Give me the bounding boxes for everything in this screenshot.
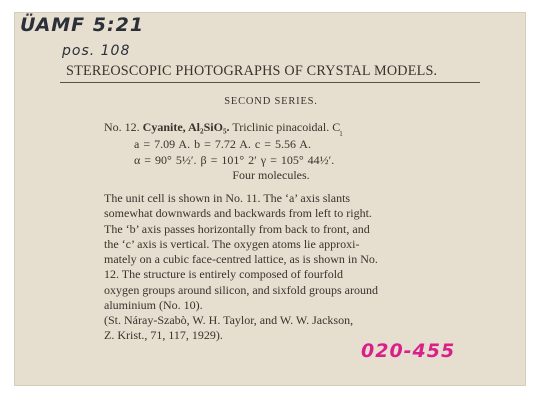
handwritten-catalog-id: ÜAMF 5:21 [20, 14, 145, 36]
reference-citation: (St. Náray-Szabò, W. H. Taylor, and W. W. Jackson, Z. Krist., 71, 117, 1929). [104, 313, 354, 343]
class-symbol-subscript: 1 [339, 130, 343, 138]
entry-heading [104, 120, 343, 138]
handwritten-position: pos. 108 [62, 43, 131, 59]
mineral-name: Cyanite, Al₂SiO₅. [142, 120, 230, 134]
series-label: SECOND SERIES. [224, 96, 318, 107]
card-title: STEREOSCOPIC PHOTOGRAPHS OF CRYSTAL MODELS. [66, 63, 438, 79]
description-paragraph: The unit cell is shown in No. 11. The ‘a’ axis slants somewhat downwards and backwards from left to right. The ‘b’ axis passes horizontally from back to front, and the ‘c’ axis is vertical. The oxygen atoms lie approxi- mately on a cubic face-centred lattice, as is shown in No. 12. The structure is entirely composed of fourfold oxygen groups around silicon, and sixfold groups around aluminium (No. 10). [104, 191, 378, 313]
crystal-system: Triclinic pinacoidal. [232, 120, 330, 134]
title-divider [60, 82, 480, 83]
molecule-count: Four molecules. [232, 168, 310, 182]
axis-lengths: a = 7.09 A. b = 7.72 A. c = 5.56 A. [134, 137, 311, 151]
entry-number: No. 12. [104, 120, 140, 134]
class-symbol: C [332, 120, 341, 134]
inventory-stamp: 020-455 [361, 340, 456, 362]
axis-angles: α = 90° 5½′. β = 101° 2′ γ = 105° 44½′. [134, 153, 335, 167]
